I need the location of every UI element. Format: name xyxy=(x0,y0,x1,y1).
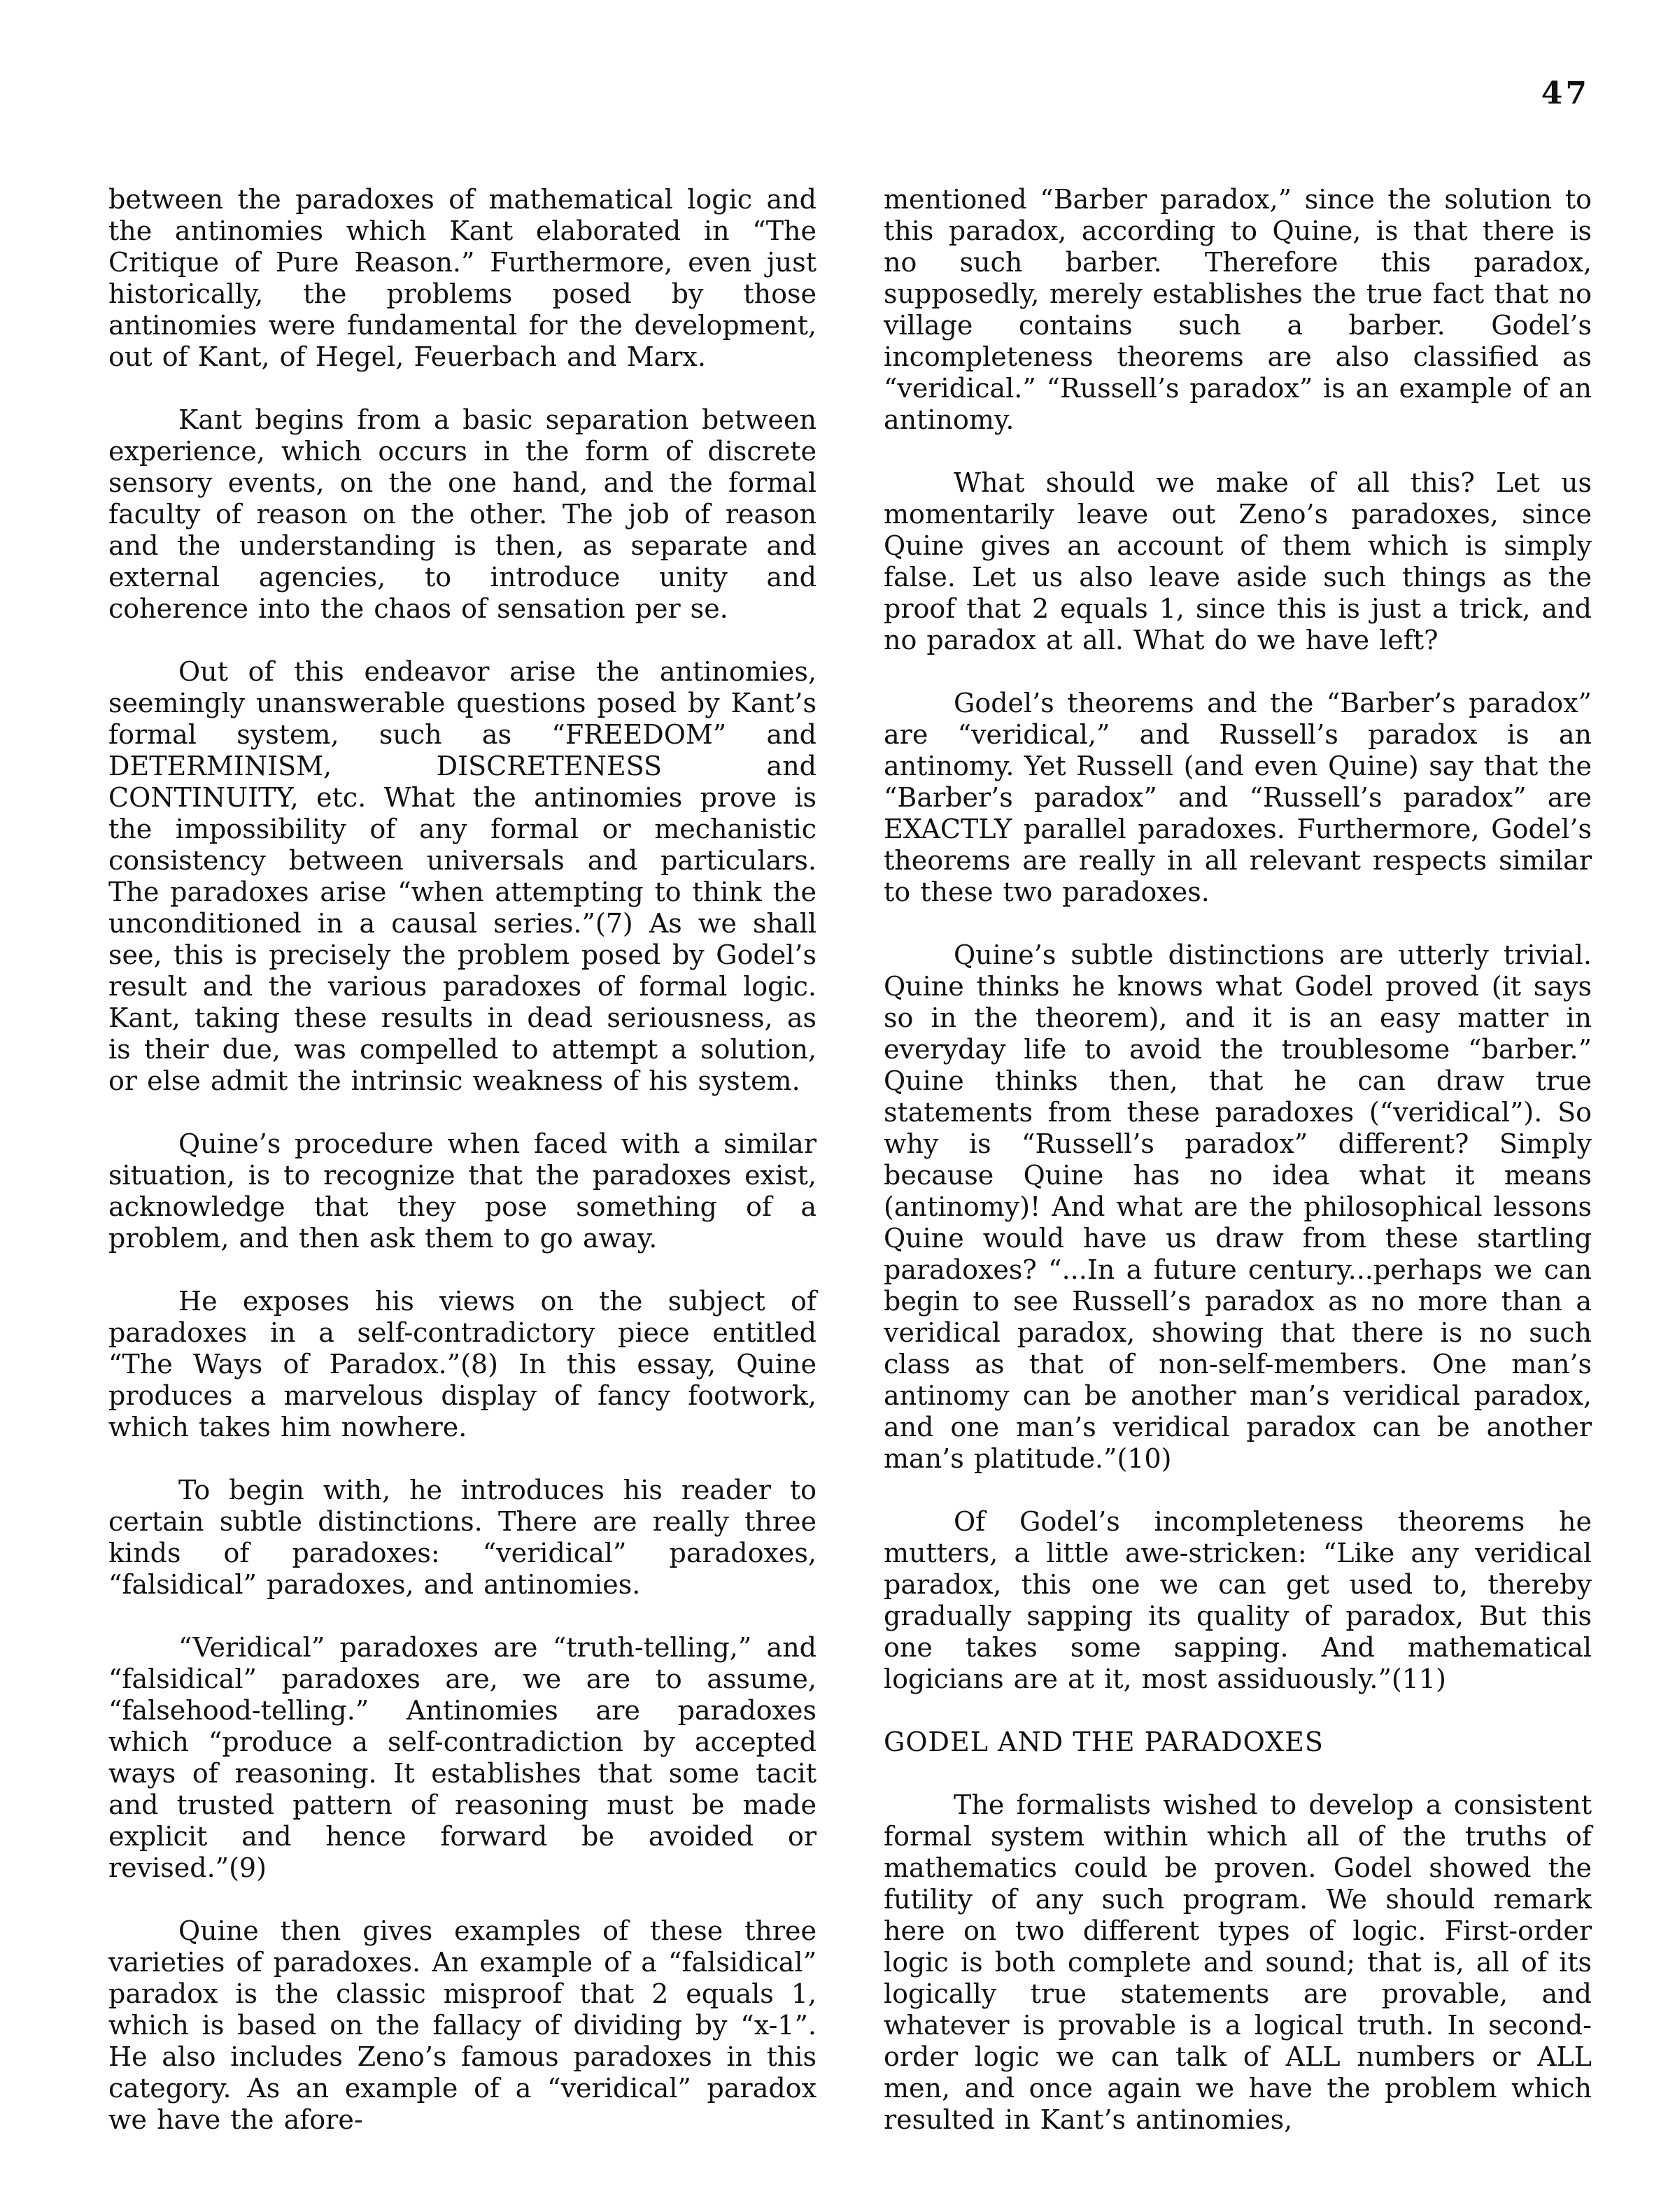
paragraph: mentioned “Barber paradox,” since the solution to this paradox, according to Quine, is that there is no such barber. Therefore this paradox, supposedly, merely establishes the true fact that no village contains such a barber. Godel’s incompleteness theorems are also classified as “veridical.” “Russell’s paradox” is an example of an antinomy. xyxy=(884,184,1592,435)
right-column xyxy=(884,184,1592,2167)
paragraph: “Veridical” paradoxes are “truth-telling,” and “falsidical” paradoxes are, we are to assume, “falsehood-telling.” Antinomies are paradoxes which “produce a self-contradiction by accepted ways of reasoning. It establishes that some tacit and trusted pattern of reasoning must be made explicit and hence forward be avoided or revised.”(9) xyxy=(108,1632,817,1883)
left-column xyxy=(108,184,817,2167)
paragraph: What should we make of all this? Let us momentarily leave out Zeno’s paradoxes, since Quine gives an account of them which is simply false. Let us also leave aside such things as the proof that 2 equals 1, since this is just a trick, and no paradox at all. What do we have left? xyxy=(884,467,1592,655)
paragraph: Of Godel’s incompleteness theorems he mutters, a little awe-stricken: “Like any veridical paradox, this one we can get used to, thereby gradually sapping its quality of paradox, But this one takes some sapping. And mathematical logicians are at it, most assiduously.”(11) xyxy=(884,1506,1592,1694)
paragraph: Quine’s subtle distinctions are utterly trivial. Quine thinks he knows what Godel proved (it says so in the theorem), and it is an easy matter in everyday life to avoid the troublesome “barber.” Quine thinks then, that he can draw true statements from these paradoxes (“veridical”). So why is “Russell’s paradox” different? Simply because Quine has no idea what it means (antinomy)! And what are the philosophical lessons Quine would have us draw from these startling paradoxes? “...In a future century...perhaps we can begin to see Russell’s paradox as no more than a veridical paradox, showing that there is no such class as that of non-self-members. One man’s antinomy can be another man’s veridical paradox, and one man’s veridical paradox can be another man’s platitude.”(10) xyxy=(884,940,1592,1474)
paragraph: Quine’s procedure when faced with a similar situation, is to recognize that the paradoxes exist, acknowledge that they pose something of a problem, and then ask them to go away. xyxy=(108,1128,817,1254)
page-number: 47 xyxy=(1541,76,1590,111)
paragraph: Out of this endeavor arise the antinomies, seemingly unanswerable questions posed by Kant’s formal system, such as “FREEDOM” and DETERMINISM, DISCRETENESS and CONTINUITY, etc. What the antinomies prove is the impossibility of any formal or mechanistic consistency between universals and particulars. The paradoxes arise “when attempting to think the unconditioned in a causal series.”(7) As we shall see, this is precisely the problem posed by Godel’s result and the various paradoxes of formal logic. Kant, taking these results in dead seriousness, as is their due, was compelled to attempt a solution, or else admit the intrinsic weakness of his system. xyxy=(108,656,817,1096)
paragraph: Kant begins from a basic separation between experience, which occurs in the form of discrete sensory events, on the one hand, and the formal faculty of reason on the other. The job of reason and the understanding is then, as separate and external agencies, to introduce unity and coherence into the chaos of sensation per se. xyxy=(108,404,817,624)
paragraph: Godel’s theorems and the “Barber’s paradox” are “veridical,” and Russell’s paradox is an antinomy. Yet Russell (and even Quine) say that the “Barber’s paradox” and “Russell’s paradox” are EXACTLY parallel paradoxes. Furthermore, Godel’s theorems are really in all relevant respects similar to these two paradoxes. xyxy=(884,688,1592,907)
paragraph: between the paradoxes of mathematical logic and the antinomies which Kant elaborated in “The Critique of Pure Reason.” Furthermore, even just historically, the problems posed by those antinomies were fundamental for the development, out of Kant, of Hegel, Feuerbach and Marx. xyxy=(108,184,817,372)
paragraph: The formalists wished to develop a consistent formal system within which all of the truths of mathematics could be proven. Godel showed the futility of any such program. We should remark here on two different types of logic. First-order logic is both complete and sound; that is, all of its logically true statements are provable, and whatever is provable is a logical truth. In second-order logic we can talk of ALL numbers or ALL men, and once again we have the problem which resulted in Kant’s antinomies, xyxy=(884,1789,1592,2135)
section-heading: GODEL AND THE PARADOXES xyxy=(884,1727,1324,1757)
paragraph: He exposes his views on the subject of paradoxes in a self-contradictory piece entitled “The Ways of Paradox.”(8) In this essay, Quine produces a marvelous display of fancy footwork, which takes him nowhere. xyxy=(108,1286,817,1442)
paragraph: Quine then gives examples of these three varieties of paradoxes. An example of a “falsidical” paradox is the classic misproof that 2 equals 1, which is based on the fallacy of dividing by “x-1”. He also includes Zeno’s famous paradoxes in this category. As an example of a “veridical” paradox we have the afore- xyxy=(108,1915,817,2135)
paragraph: To begin with, he introduces his reader to certain subtle distinctions. There are really three kinds of paradoxes: “veridical” paradoxes, “falsidical” paradoxes, and antinomies. xyxy=(108,1475,817,1600)
